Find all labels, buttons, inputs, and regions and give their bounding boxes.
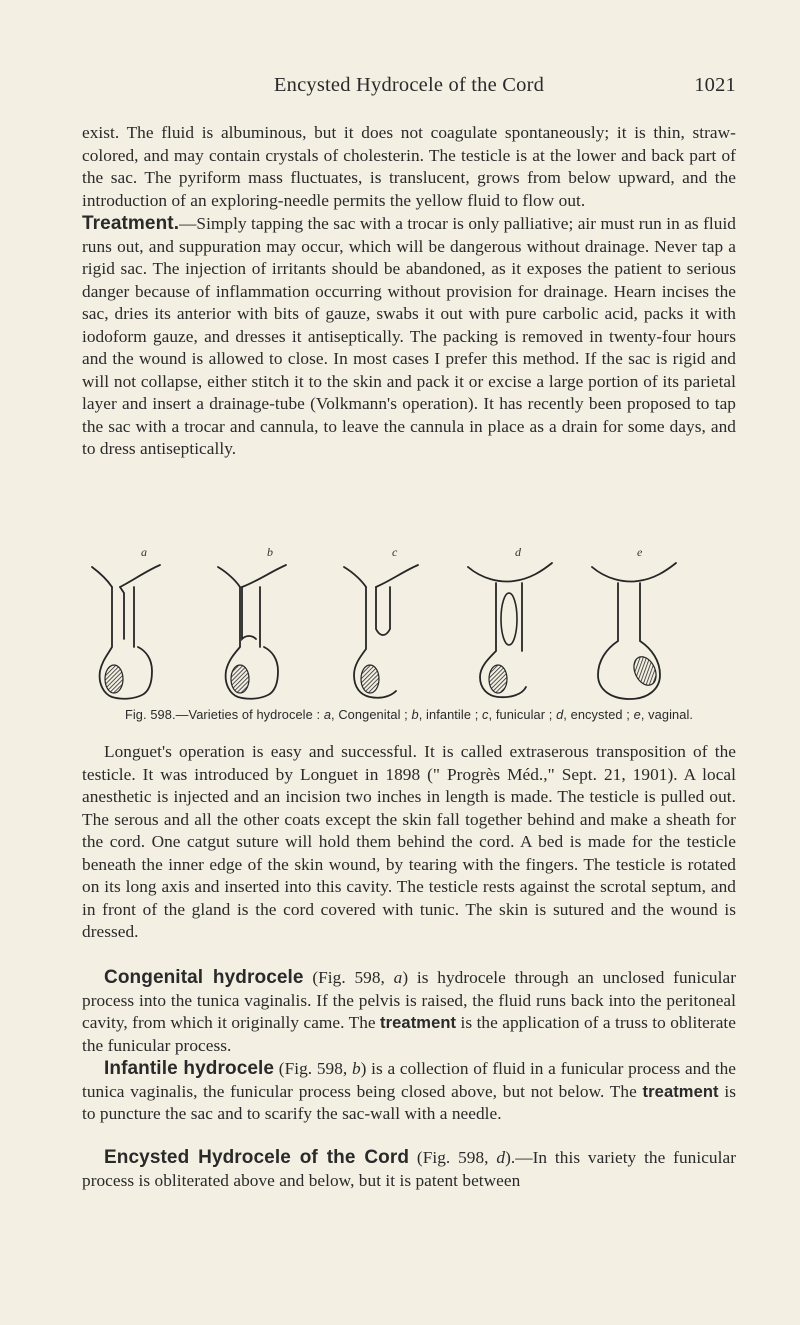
infantile-text-a: (Fig. 598, (274, 1059, 352, 1078)
figure-letter-e: e (637, 545, 643, 559)
caption-lead: Fig. 598.—Varieties of hydrocele : (124, 707, 324, 722)
caption-text-e: vaginal. (648, 707, 694, 722)
infantile-text-c: is to puncture the sac and to scarify the sac-wall with a needle. (82, 1081, 736, 1123)
encysted-text-b: ).—In this variety the funicular process is obliterated above and below, but it is patent between (82, 1148, 736, 1190)
caption-text-b: infantile (426, 707, 472, 722)
hydrocele-diagrams (90, 559, 730, 709)
figure-caption: Fig. 598.—Varieties of hydrocele : a, Congenital ; b, infantile ; c, funicular ; d, encysted ; e, vaginal. (124, 707, 694, 722)
treatment-heading: Treatment. (82, 213, 180, 234)
encysted-heading: Encysted Hydrocele of the Cord (104, 1147, 410, 1168)
figure-598 (90, 545, 730, 695)
figure-letter-c: c (392, 545, 398, 559)
congenital-text-a: (Fig. 598, (303, 968, 394, 987)
caption-letter-d: d (556, 707, 564, 722)
diagram-d-encysted (468, 563, 552, 697)
congenital-heading: Congenital hydrocele (104, 967, 304, 988)
caption-letter-a: a (323, 707, 332, 722)
figure-letter-a: a (141, 545, 147, 559)
caption-text-a: Congenital (338, 707, 401, 722)
caption-letter-e: e (633, 707, 641, 722)
paragraph-treatment (82, 213, 736, 461)
diagram-b-infantile (218, 565, 286, 699)
page-number: 1021 (694, 74, 736, 96)
figure-letter-b: b (267, 545, 273, 559)
caption-text-c: funicular (495, 707, 546, 722)
paragraph-encysted (82, 1147, 736, 1192)
diagram-e-vaginal (592, 563, 676, 699)
congenital-treatment-label: treatment (380, 1014, 457, 1032)
infantile-fig-letter: b (351, 1059, 361, 1078)
paragraph-longuet: Longuet's operation is easy and successful. It is called extraserous transposition of the testicle. It was introduced by Longuet in 1898 (" Progrès Méd.," Sept. 21, 1901). A local anesthetic is injected and an incision two inches in length is made. The testicle is pulled out. The serous and all the other coats except the skin fall together behind and make a sheath for the cord. One catgut suture will hold them behind the cord. A bed is made for the testicle beneath the inner edge of the skin wound, by tearing with the fingers. The testicle is rotated on its long axis and inserted into this cavity. The testicle rests against the scrotal septum, and in front of the gland is the cord covered with tunic. The skin is sutured and the wound is dressed. (82, 742, 736, 941)
congenital-text-b: ) is hydrocele through an unclosed funicular process into the tunica vaginalis. If the pelvis is raised, the fluid runs back into the peritoneal cavity, from which it originally came. The (82, 968, 736, 1032)
infantile-treatment-label: treatment (642, 1082, 719, 1101)
encysted-text-a: (Fig. 598, (409, 1148, 497, 1167)
paragraph-infantile (82, 1058, 736, 1126)
paragraph-1: exist. The fluid is albuminous, but it does not coagulate spontaneously; it is thin, straw-colored, and may contain crystals of cholesterin. The testicle is at the lower and back part of the sac. The pyriform mass fluctuates, is translucent, grows from below upward, and the introduction of an exploring-needle permits the yellow fluid to flow out. (82, 123, 736, 210)
congenital-text-c: is the application of a truss to obliterate the funicular process. (82, 1013, 737, 1055)
treatment-text: —Simply tapping the sac with a trocar is only palliative; air must run in as fluid runs out, and suppuration may occur, which will be dangerous without drainage. Never tap a rigid sac. The injection of irritants should be abandoned, as it exposes the patient to serious danger because of inflammation occurring without provision for drainage. Hearn incises the sac, dries its anterior with bits of gauze, swabs it out with pure carbolic acid, packs it with iodoform gauze, and dresses it antiseptically. The packing is removed in twenty-four hours and the wound is allowed to close. In most cases I prefer this method. If the sac is rigid and will not collapse, either stitch it to the skin and pack it or excise a large portion of its parietal layer and insert a drainage-tube (Volkmann's operation). It has recently been proposed to tap the sac with a trocar and cannula, to leave the cannula in place as a drain for some days, and to dress antiseptically. (82, 214, 736, 458)
congenital-fig-letter: a (393, 968, 403, 987)
diagram-a-congenital (92, 565, 160, 699)
caption-text-d: encysted (570, 707, 623, 722)
infantile-heading: Infantile hydrocele (104, 1058, 275, 1079)
figure-letters (90, 545, 730, 559)
paragraph-congenital (82, 967, 736, 1057)
diagram-c-funicular (344, 565, 418, 698)
running-title: Encysted Hydrocele of the Cord (273, 74, 545, 96)
caption-letter-b: b (411, 707, 419, 722)
encysted-fig-letter: d (496, 1148, 506, 1167)
running-header (82, 74, 736, 104)
caption-letter-c: c (482, 707, 489, 722)
infantile-text-b: ) is a collection of fluid in a funicular process and the tunica vaginalis, the funicular process being closed above, but not below. The (82, 1059, 736, 1101)
figure-letter-d: d (515, 545, 521, 559)
